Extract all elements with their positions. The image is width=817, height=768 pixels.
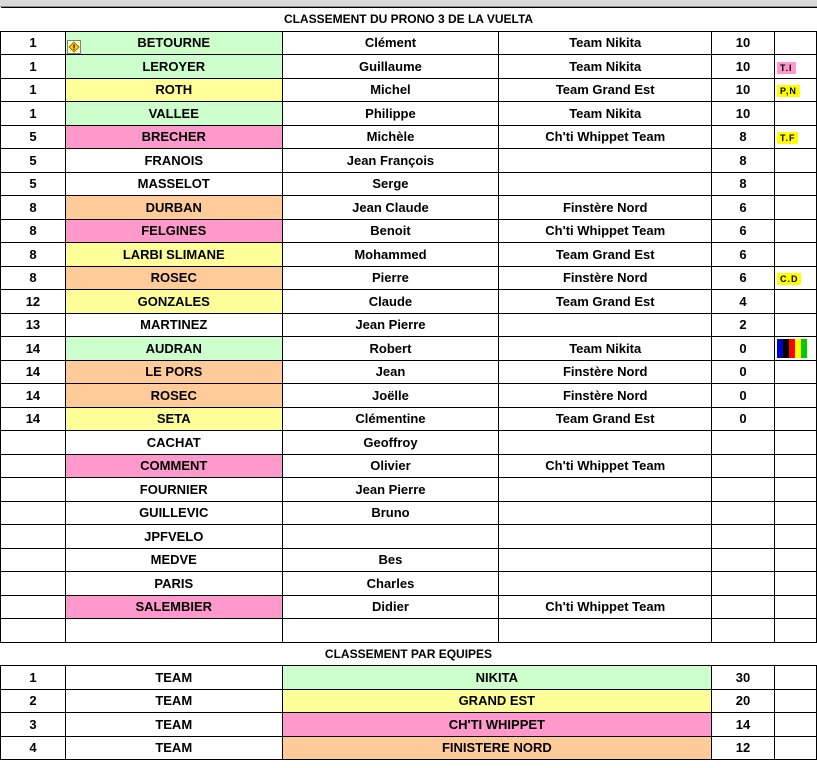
last-name-cell[interactable]: ROSEC: [65, 266, 282, 290]
team-label-cell[interactable]: TEAM: [65, 689, 282, 713]
table-row: [1, 266, 817, 290]
note-cell[interactable]: [774, 78, 816, 102]
team-cell[interactable]: Finstère Nord: [499, 266, 712, 290]
team-cell[interactable]: [499, 172, 712, 196]
first-name-cell[interactable]: Serge: [282, 172, 499, 196]
team-cell[interactable]: Team Nikita: [499, 55, 712, 79]
rank-cell[interactable]: 5: [1, 125, 66, 149]
first-name-cell[interactable]: Charles: [282, 572, 499, 596]
first-name-cell[interactable]: Robert: [282, 337, 499, 361]
team-cell[interactable]: Finstère Nord: [499, 196, 712, 220]
title-row: [1, 8, 817, 32]
first-name-cell[interactable]: Bes: [282, 548, 499, 572]
rank-cell[interactable]: 14: [1, 360, 66, 384]
last-name-cell[interactable]: COMMENT: [65, 454, 282, 478]
team-name-cell[interactable]: NIKITA: [282, 666, 711, 690]
points-cell[interactable]: [712, 431, 775, 455]
team-label-cell[interactable]: TEAM: [65, 713, 282, 737]
note-cell[interactable]: [774, 125, 816, 149]
team-row: [1, 736, 817, 760]
points-cell[interactable]: 0: [712, 337, 775, 361]
team-note-cell[interactable]: [774, 713, 816, 737]
rank-cell[interactable]: [1, 454, 66, 478]
team-row: [1, 713, 817, 737]
jersey-badge: C.D: [777, 273, 802, 285]
note-cell[interactable]: [774, 407, 816, 431]
last-name-cell[interactable]: VALLEE: [65, 102, 282, 126]
points-cell[interactable]: 10: [712, 102, 775, 126]
last-name-cell[interactable]: FRANOIS: [65, 149, 282, 173]
table-row: [1, 196, 817, 220]
note-cell[interactable]: [774, 196, 816, 220]
team-label-cell[interactable]: TEAM: [65, 736, 282, 760]
team-cell[interactable]: [499, 149, 712, 173]
table-row: [1, 548, 817, 572]
team-cell[interactable]: Team Grand Est: [499, 243, 712, 267]
rank-cell[interactable]: [1, 548, 66, 572]
table-row: [1, 102, 817, 126]
first-name-cell[interactable]: Geoffroy: [282, 431, 499, 455]
first-name-cell[interactable]: Joëlle: [282, 384, 499, 408]
rank-cell[interactable]: 1: [1, 55, 66, 79]
team-cell[interactable]: Team Grand Est: [499, 290, 712, 314]
team-name-cell[interactable]: FINISTERE NORD: [282, 736, 711, 760]
team-cell[interactable]: Team Grand Est: [499, 407, 712, 431]
first-name-cell[interactable]: Jean Pierre: [282, 313, 499, 337]
last-name-cell[interactable]: GONZALES: [65, 290, 282, 314]
tricolor-flag-icon: [777, 339, 807, 358]
table-row: [1, 290, 817, 314]
team-cell[interactable]: [499, 313, 712, 337]
table-row: [1, 501, 817, 525]
team-row: [1, 689, 817, 713]
team-note-cell[interactable]: [774, 666, 816, 690]
note-cell[interactable]: [774, 266, 816, 290]
first-name-cell[interactable]: Jean Claude: [282, 196, 499, 220]
team-note-cell[interactable]: [774, 736, 816, 760]
note-cell[interactable]: [774, 149, 816, 173]
note-cell[interactable]: [774, 290, 816, 314]
table-row: [1, 454, 817, 478]
rank-cell[interactable]: 14: [1, 407, 66, 431]
rank-cell[interactable]: 1: [1, 78, 66, 102]
table-row: [1, 572, 817, 596]
table-row: [1, 55, 817, 79]
rank-cell[interactable]: [1, 431, 66, 455]
rank-cell[interactable]: 8: [1, 219, 66, 243]
first-name-cell[interactable]: Jean François: [282, 149, 499, 173]
last-name-cell[interactable]: LE PORS: [65, 360, 282, 384]
points-cell[interactable]: [712, 525, 775, 549]
last-name-cell[interactable]: GUILLEVIC: [65, 501, 282, 525]
note-cell[interactable]: [774, 313, 816, 337]
team-name-cell[interactable]: GRAND EST: [282, 689, 711, 713]
last-name-cell[interactable]: FOURNIER: [65, 478, 282, 502]
table-row: [1, 360, 817, 384]
table-row: [1, 172, 817, 196]
team-cell[interactable]: Team Grand Est: [499, 78, 712, 102]
team-cell[interactable]: Finstère Nord: [499, 384, 712, 408]
points-cell[interactable]: [712, 548, 775, 572]
table-row: [1, 125, 817, 149]
rank-cell[interactable]: [1, 478, 66, 502]
note-cell[interactable]: [774, 501, 816, 525]
first-name-cell[interactable]: Michel: [282, 78, 499, 102]
team-cell[interactable]: Finstère Nord: [499, 360, 712, 384]
note-cell[interactable]: [774, 172, 816, 196]
first-name-cell[interactable]: [282, 619, 499, 643]
team-title-row: [1, 642, 817, 666]
last-name-cell[interactable]: MEDVE: [65, 548, 282, 572]
rank-cell[interactable]: [1, 619, 66, 643]
team-cell[interactable]: Team Nikita: [499, 337, 712, 361]
table-row: [1, 313, 817, 337]
rank-cell[interactable]: [1, 572, 66, 596]
team-points-cell[interactable]: 30: [712, 666, 775, 690]
points-cell[interactable]: [712, 619, 775, 643]
note-cell[interactable]: [774, 55, 816, 79]
jersey-badge: T.F: [777, 132, 799, 144]
team-cell[interactable]: [499, 501, 712, 525]
points-cell[interactable]: 10: [712, 78, 775, 102]
last-name-cell[interactable]: ROTH: [65, 78, 282, 102]
note-cell[interactable]: [774, 337, 816, 361]
note-cell[interactable]: [774, 454, 816, 478]
first-name-cell[interactable]: Olivier: [282, 454, 499, 478]
rank-cell[interactable]: [1, 525, 66, 549]
points-cell[interactable]: [712, 454, 775, 478]
jersey-badge: P,N: [777, 85, 800, 97]
rank-cell[interactable]: 14: [1, 384, 66, 408]
last-name-cell[interactable]: BETOURNE: [65, 31, 282, 55]
last-name-cell[interactable]: FELGINES: [65, 219, 282, 243]
first-name-cell[interactable]: Mohammed: [282, 243, 499, 267]
table-row: [1, 595, 817, 619]
last-name-cell[interactable]: SETA: [65, 407, 282, 431]
team-rank-cell[interactable]: 4: [1, 736, 66, 760]
note-cell[interactable]: [774, 525, 816, 549]
last-name-cell[interactable]: CACHAT: [65, 431, 282, 455]
points-cell[interactable]: 10: [712, 55, 775, 79]
note-cell[interactable]: [774, 548, 816, 572]
table-row: [1, 243, 817, 267]
points-cell[interactable]: 0: [712, 360, 775, 384]
table-row: [1, 337, 817, 361]
last-name-cell[interactable]: PARIS: [65, 572, 282, 596]
table-row: [1, 478, 817, 502]
table-row: [1, 407, 817, 431]
team-cell[interactable]: Team Nikita: [499, 102, 712, 126]
team-cell[interactable]: [499, 478, 712, 502]
rank-cell[interactable]: 5: [1, 149, 66, 173]
note-cell[interactable]: [774, 384, 816, 408]
rank-cell[interactable]: 8: [1, 196, 66, 220]
note-cell[interactable]: [774, 595, 816, 619]
team-cell[interactable]: Team Nikita: [499, 31, 712, 55]
last-name-cell[interactable]: LEROYER: [65, 55, 282, 79]
last-name-cell[interactable]: BRECHER: [65, 125, 282, 149]
first-name-cell[interactable]: [282, 525, 499, 549]
rank-cell[interactable]: 1: [1, 31, 66, 55]
points-cell[interactable]: 8: [712, 149, 775, 173]
points-cell[interactable]: 10: [712, 31, 775, 55]
team-cell[interactable]: [499, 548, 712, 572]
points-cell[interactable]: 6: [712, 196, 775, 220]
team-cell[interactable]: Ch'ti Whippet Team: [499, 125, 712, 149]
first-name-cell[interactable]: Pierre: [282, 266, 499, 290]
points-cell[interactable]: [712, 501, 775, 525]
table-row: [1, 431, 817, 455]
table-row: [1, 149, 817, 173]
warning-icon[interactable]: [67, 40, 81, 54]
last-name-cell[interactable]: AUDRAN: [65, 337, 282, 361]
points-cell[interactable]: 6: [712, 243, 775, 267]
last-name-cell[interactable]: ROSEC: [65, 384, 282, 408]
rank-cell[interactable]: 13: [1, 313, 66, 337]
team-row: [1, 666, 817, 690]
team-rank-cell[interactable]: 3: [1, 713, 66, 737]
table-row: [1, 78, 817, 102]
note-cell[interactable]: [774, 360, 816, 384]
note-cell[interactable]: [774, 243, 816, 267]
first-name-cell[interactable]: Clémentine: [282, 407, 499, 431]
rank-cell[interactable]: 14: [1, 337, 66, 361]
note-cell[interactable]: [774, 102, 816, 126]
rank-cell[interactable]: [1, 501, 66, 525]
note-cell[interactable]: [774, 219, 816, 243]
note-cell[interactable]: [774, 431, 816, 455]
note-cell[interactable]: [774, 619, 816, 643]
last-name-cell[interactable]: MASSELOT: [65, 172, 282, 196]
points-cell[interactable]: [712, 595, 775, 619]
last-name-cell[interactable]: MARTINEZ: [65, 313, 282, 337]
team-cell[interactable]: [499, 619, 712, 643]
note-cell[interactable]: [774, 572, 816, 596]
team-cell[interactable]: [499, 431, 712, 455]
rank-cell[interactable]: [1, 595, 66, 619]
jersey-badge: T.I: [777, 62, 796, 74]
ranking-sheet: [0, 7, 817, 760]
first-name-cell[interactable]: Guillaume: [282, 55, 499, 79]
points-cell[interactable]: 6: [712, 266, 775, 290]
last-name-cell[interactable]: DURBAN: [65, 196, 282, 220]
team-cell[interactable]: Ch'ti Whippet Team: [499, 595, 712, 619]
table-row: [1, 219, 817, 243]
table-row: [1, 619, 817, 643]
last-name-cell[interactable]: LARBI SLIMANE: [65, 243, 282, 267]
first-name-cell[interactable]: Claude: [282, 290, 499, 314]
note-cell[interactable]: [774, 31, 816, 55]
rank-cell[interactable]: 5: [1, 172, 66, 196]
team-cell[interactable]: [499, 525, 712, 549]
team-cell[interactable]: Ch'ti Whippet Team: [499, 219, 712, 243]
team-cell[interactable]: [499, 572, 712, 596]
team-note-cell[interactable]: [774, 689, 816, 713]
first-name-cell[interactable]: Didier: [282, 595, 499, 619]
points-cell[interactable]: 0: [712, 384, 775, 408]
rank-cell[interactable]: 12: [1, 290, 66, 314]
sheet-title[interactable]: CLASSEMENT DU PRONO 3 DE LA VUELTA: [1, 8, 817, 32]
table-row: [1, 525, 817, 549]
team-rank-cell[interactable]: 2: [1, 689, 66, 713]
points-cell[interactable]: 0: [712, 407, 775, 431]
team-name-cell[interactable]: CH'TI WHIPPET: [282, 713, 711, 737]
first-name-cell[interactable]: Jean: [282, 360, 499, 384]
points-cell[interactable]: 4: [712, 290, 775, 314]
points-cell[interactable]: 8: [712, 172, 775, 196]
table-row: [1, 384, 817, 408]
first-name-cell[interactable]: Michèle: [282, 125, 499, 149]
team-ranking-title[interactable]: CLASSEMENT PAR EQUIPES: [1, 642, 817, 666]
first-name-cell[interactable]: Clément: [282, 31, 499, 55]
first-name-cell[interactable]: Bruno: [282, 501, 499, 525]
last-name-cell[interactable]: [65, 619, 282, 643]
points-cell[interactable]: [712, 478, 775, 502]
first-name-cell[interactable]: Benoit: [282, 219, 499, 243]
points-cell[interactable]: 2: [712, 313, 775, 337]
last-name-cell[interactable]: JPFVELO: [65, 525, 282, 549]
team-points-cell[interactable]: 14: [712, 713, 775, 737]
column-header-strip: [0, 0, 817, 7]
points-cell[interactable]: 8: [712, 125, 775, 149]
first-name-cell[interactable]: Philippe: [282, 102, 499, 126]
rank-cell[interactable]: 1: [1, 102, 66, 126]
note-cell[interactable]: [774, 478, 816, 502]
team-points-cell[interactable]: 20: [712, 689, 775, 713]
team-rank-cell[interactable]: 1: [1, 666, 66, 690]
last-name-cell[interactable]: SALEMBIER: [65, 595, 282, 619]
team-points-cell[interactable]: 12: [712, 736, 775, 760]
rank-cell[interactable]: 8: [1, 243, 66, 267]
rank-cell[interactable]: 8: [1, 266, 66, 290]
points-cell[interactable]: [712, 572, 775, 596]
table-row: [1, 31, 817, 55]
first-name-cell[interactable]: Jean Pierre: [282, 478, 499, 502]
team-cell[interactable]: Ch'ti Whippet Team: [499, 454, 712, 478]
team-label-cell[interactable]: TEAM: [65, 666, 282, 690]
points-cell[interactable]: 6: [712, 219, 775, 243]
